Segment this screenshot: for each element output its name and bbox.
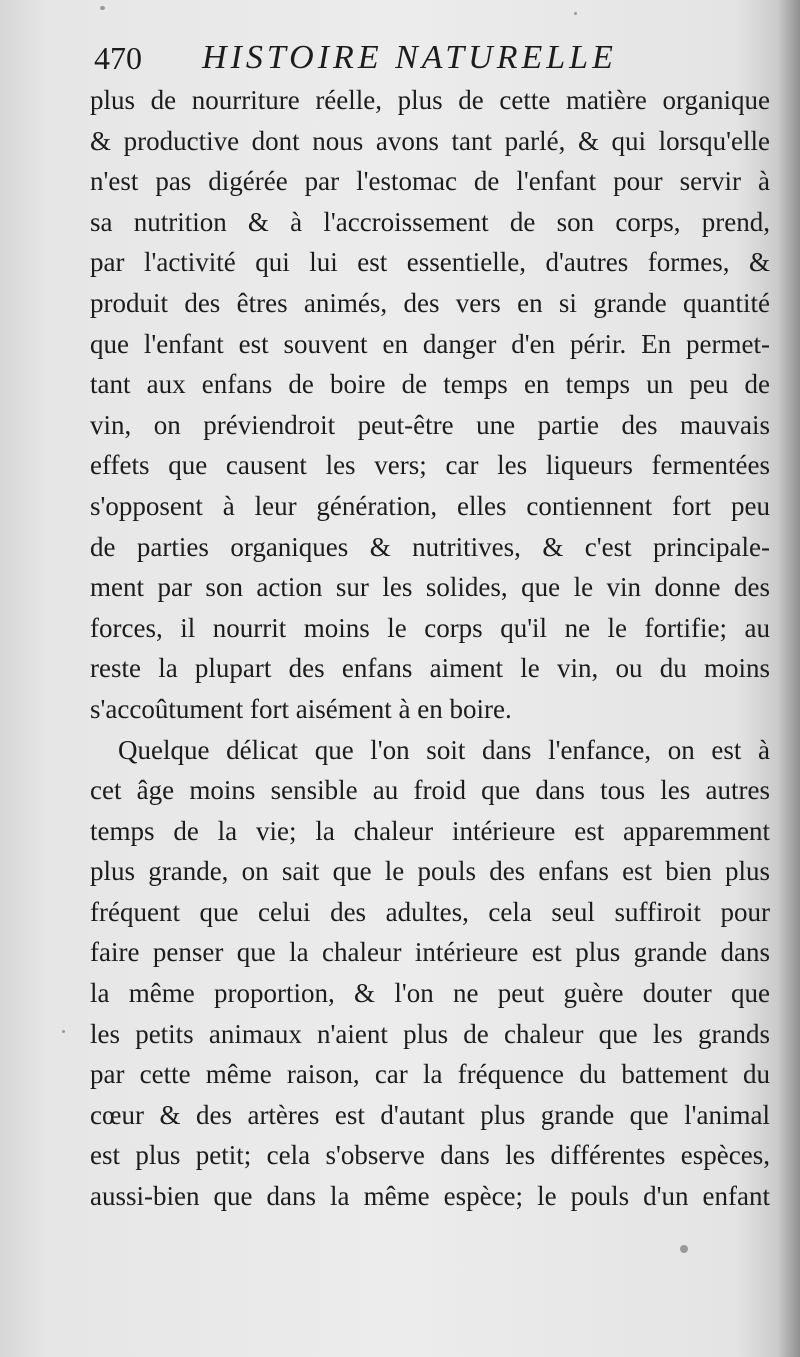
paper-speck bbox=[100, 6, 105, 10]
paper-speck bbox=[680, 1245, 688, 1253]
text-line: s'opposent à leur génération, elles contiennent fort peu bbox=[90, 490, 770, 521]
text-line: fréquent que celui des adultes, cela seul suffiroit pour bbox=[90, 896, 770, 927]
body-text bbox=[90, 80, 770, 1217]
text-line: n'est pas digérée par l'estomac de l'enfant pour servir à bbox=[90, 166, 770, 197]
text-line: vin, on préviendroit peut-être une partie des mauvais bbox=[90, 409, 770, 440]
running-title: HISTOIRE NATURELLE bbox=[202, 39, 617, 76]
page-number: 470 bbox=[94, 40, 142, 76]
text-line: par cette même raison, car la fréquence du battement du bbox=[90, 1059, 770, 1090]
text-line: est plus petit; cela s'observe dans les différentes espèces, bbox=[90, 1140, 770, 1171]
text-line: effets que causent les vers; car les liqueurs fermentées bbox=[90, 450, 770, 481]
text-line: tant aux enfans de boire de temps en temps un peu de bbox=[90, 369, 770, 400]
text-line: les petits animaux n'aient plus de chaleur que les grands bbox=[90, 1018, 770, 1049]
spine-shadow bbox=[778, 0, 800, 1357]
text-line: & productive dont nous avons tant parlé, & qui lorsqu'elle bbox=[90, 125, 770, 156]
text-line: produit des êtres animés, des vers en si grande quantité bbox=[90, 287, 770, 318]
text-line: par l'activité qui lui est essentielle, d'autres formes, & bbox=[90, 247, 770, 278]
text-line: aussi-bien que dans la même espèce; le pouls d'un enfant bbox=[90, 1181, 770, 1212]
text-line: cet âge moins sensible au froid que dans tous les autres bbox=[90, 775, 770, 806]
paper-speck bbox=[574, 12, 577, 15]
text-line: sa nutrition & à l'accroissement de son corps, prend, bbox=[90, 206, 770, 237]
text-line: la même proportion, & l'on ne peut guère douter que bbox=[90, 978, 770, 1009]
running-head bbox=[94, 32, 774, 84]
text-line: forces, il nourrit moins le corps qu'il ne le fortifie; au bbox=[90, 612, 770, 643]
text-line: plus grande, on sait que le pouls des enfans est bien plus bbox=[90, 856, 770, 887]
text-line: que l'enfant est souvent en danger d'en périr. En permet- bbox=[90, 328, 770, 359]
paragraph-last-line: s'accoûtument fort aisément à en boire. bbox=[90, 693, 512, 724]
paper-speck bbox=[62, 1030, 65, 1033]
text-line: de parties organiques & nutritives, & c'est principale- bbox=[90, 531, 770, 562]
text-line: reste la plupart des enfans aiment le vin, ou du moins bbox=[90, 653, 770, 684]
text-line: plus de nourriture réelle, plus de cette matière organique bbox=[90, 85, 770, 115]
text-line: temps de la vie; la chaleur intérieure est apparemment bbox=[90, 815, 770, 846]
paragraph-first-line: Quelque délicat que l'on soit dans l'enfance, on est à bbox=[118, 734, 770, 765]
text-line: faire penser que la chaleur intérieure est plus grande dans bbox=[90, 937, 770, 968]
text-line: cœur & des artères est d'autant plus grande que l'animal bbox=[90, 1099, 770, 1130]
text-line: ment par son action sur les solides, que le vin donne des bbox=[90, 572, 770, 603]
